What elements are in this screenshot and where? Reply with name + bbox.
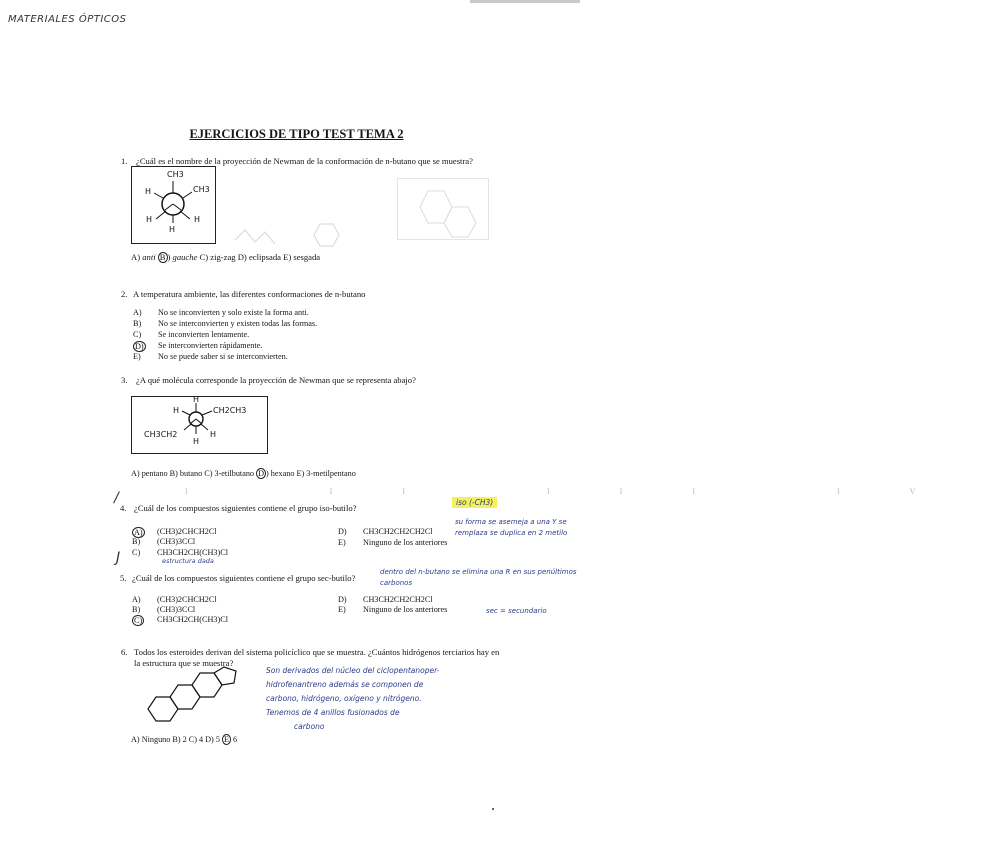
q2-number: 2.: [121, 289, 128, 299]
q4-margin-mark: /: [114, 490, 119, 506]
newman-projection-hexane: [132, 397, 267, 453]
q1-number: 1.: [121, 156, 128, 166]
q3-newman-figure: [131, 396, 268, 454]
q3-c-text: 3-etilbutano: [214, 469, 255, 478]
q3-text: ¿A qué molécula corresponde la proyección de Newman que se representa abajo?: [136, 375, 416, 385]
q1-label-lower-right: H: [194, 215, 201, 224]
q2-d-selected-letter: D): [135, 342, 144, 351]
q1-label-upper-right: CH3: [193, 185, 210, 194]
q5-text: ¿Cuál de los compuestos siguientes contiene el grupo sec-butilo?: [132, 573, 356, 583]
q6-note-line2: hidrofenantreno además se componen de: [266, 680, 424, 689]
q3-a-letter[interactable]: A): [131, 469, 140, 478]
page-speck: [492, 808, 494, 810]
q4-bracket-mark: J: [116, 550, 121, 566]
q3-d-text: hexano: [270, 469, 295, 478]
q4-text: ¿Cuál de los compuestos siguientes contiene el grupo iso-butilo?: [134, 503, 357, 513]
steroid-skeleton-figure: [140, 667, 260, 727]
q1-b-selected-letter[interactable]: B: [159, 252, 166, 262]
q3-answers: A) pentano B) butano C) 3-etilbutano D ) hexano E) 3-metilpentano: [131, 469, 356, 478]
q6-d-text: 5: [215, 735, 220, 744]
q1-text: ¿Cuál es el nombre de la proyección de Newman de la conformación de n-butano que se muestra?: [136, 156, 473, 166]
q3-label-lower-right: H: [210, 430, 217, 439]
q3-e-text: 3-metilpentano: [306, 469, 356, 478]
q1-e-text: sesgada: [293, 252, 321, 262]
q1-c-letter[interactable]: C): [199, 252, 209, 262]
q3-label-bottom: H: [193, 437, 200, 446]
q3-b-text: butano: [179, 469, 203, 478]
q6-number: 6.: [121, 647, 128, 657]
q1-label-upper-left: H: [145, 187, 152, 196]
q6-note-line4: Tenemos de 4 anillos fusionados de: [266, 708, 400, 717]
q3-e-letter[interactable]: E): [296, 469, 305, 478]
q3-label-lower-left: CH3CH2: [144, 430, 178, 439]
q6-a-letter[interactable]: A): [131, 735, 140, 744]
q3-d-selected-letter[interactable]: D: [258, 469, 264, 478]
q6-note-line5: carbono: [294, 722, 325, 731]
q1-b-text: gauche: [172, 252, 198, 262]
q6-note-line1: Son derivados del núcleo del ciclopentanoper-: [266, 666, 440, 675]
q1-e-letter[interactable]: E): [283, 252, 292, 262]
q1-answers: A) anti B ) gauche C) zig-zag D) eclipsada E) sesgada: [131, 252, 321, 262]
q3-a-text: pentano: [141, 469, 168, 478]
q3-c-letter[interactable]: C): [204, 469, 213, 478]
q5-handwritten-note: dentro del n-butano se elimina una R en sus penúltimos carbonos: [380, 568, 577, 587]
q1-d-text: eclipsada: [248, 252, 281, 262]
q3-label-upper-right: CH2CH3: [213, 406, 247, 415]
q3-b-letter[interactable]: B): [169, 469, 178, 478]
q6-d-letter[interactable]: D): [205, 735, 214, 744]
q6-c-letter[interactable]: C): [188, 735, 197, 744]
q5-number: 5.: [120, 573, 127, 583]
q4-highlight-note: iso (-CH3): [452, 497, 497, 508]
q3-label-top: H: [193, 395, 200, 404]
q5-c-selected-letter: C): [134, 616, 143, 625]
q4-a-selected-letter: A): [134, 528, 143, 537]
header-note: MATERIALES ÓPTICOS: [8, 14, 127, 25]
q1-label-lower-left: H: [146, 215, 153, 224]
q6-text-line2: la estructura que se muestra?: [134, 658, 234, 668]
q6-c-text: 4: [199, 735, 204, 744]
q6-e-selected-letter[interactable]: E: [223, 735, 229, 744]
q2-text: A temperatura ambiente, las diferentes conformaciones de n-butano: [133, 289, 366, 299]
q1-a-text: anti: [142, 252, 156, 262]
q6-b-text: 2: [182, 735, 187, 744]
q4-number: 4.: [120, 503, 127, 513]
faint-row: I II III IV: [185, 487, 985, 496]
q6-note-line3: carbono, hidrógeno, oxígeno y nitrógeno.: [266, 694, 422, 703]
q1-c-text: zig-zag: [210, 252, 236, 262]
q1-label-bottom: H: [169, 225, 176, 234]
q3-number: 3.: [121, 375, 128, 385]
q3-label-upper-left: H: [173, 406, 180, 415]
q6-answers: [131, 734, 237, 745]
q1-a-letter[interactable]: A): [131, 252, 141, 262]
q4-handwritten-underline-note: estructura dada: [162, 557, 214, 565]
top-edge-mark: [470, 0, 580, 3]
q1-label-top: CH3: [167, 170, 184, 179]
q5-sec-note: sec = secundario: [486, 607, 547, 615]
q6-e-text: 6: [233, 735, 238, 744]
q6-a-text: Ninguno: [141, 735, 171, 744]
page-title: EJERCICIOS DE TIPO TEST TEMA 2: [189, 127, 404, 141]
q6-b-letter[interactable]: B): [172, 735, 181, 744]
q6-handwritten-note: [266, 664, 586, 734]
q6-text-line1: Todos los esteroides derivan del sistema policíclico que se muestra. ¿Cuántos hidrógenos terciarios hay en: [134, 647, 500, 657]
q1-newman-figure: [131, 166, 216, 244]
q4-margin-note: su forma se asemeja a una Y se remplaza se duplica en 2 metilo: [455, 518, 568, 537]
q1-d-letter[interactable]: D): [237, 252, 247, 262]
faint-box: [397, 178, 489, 240]
